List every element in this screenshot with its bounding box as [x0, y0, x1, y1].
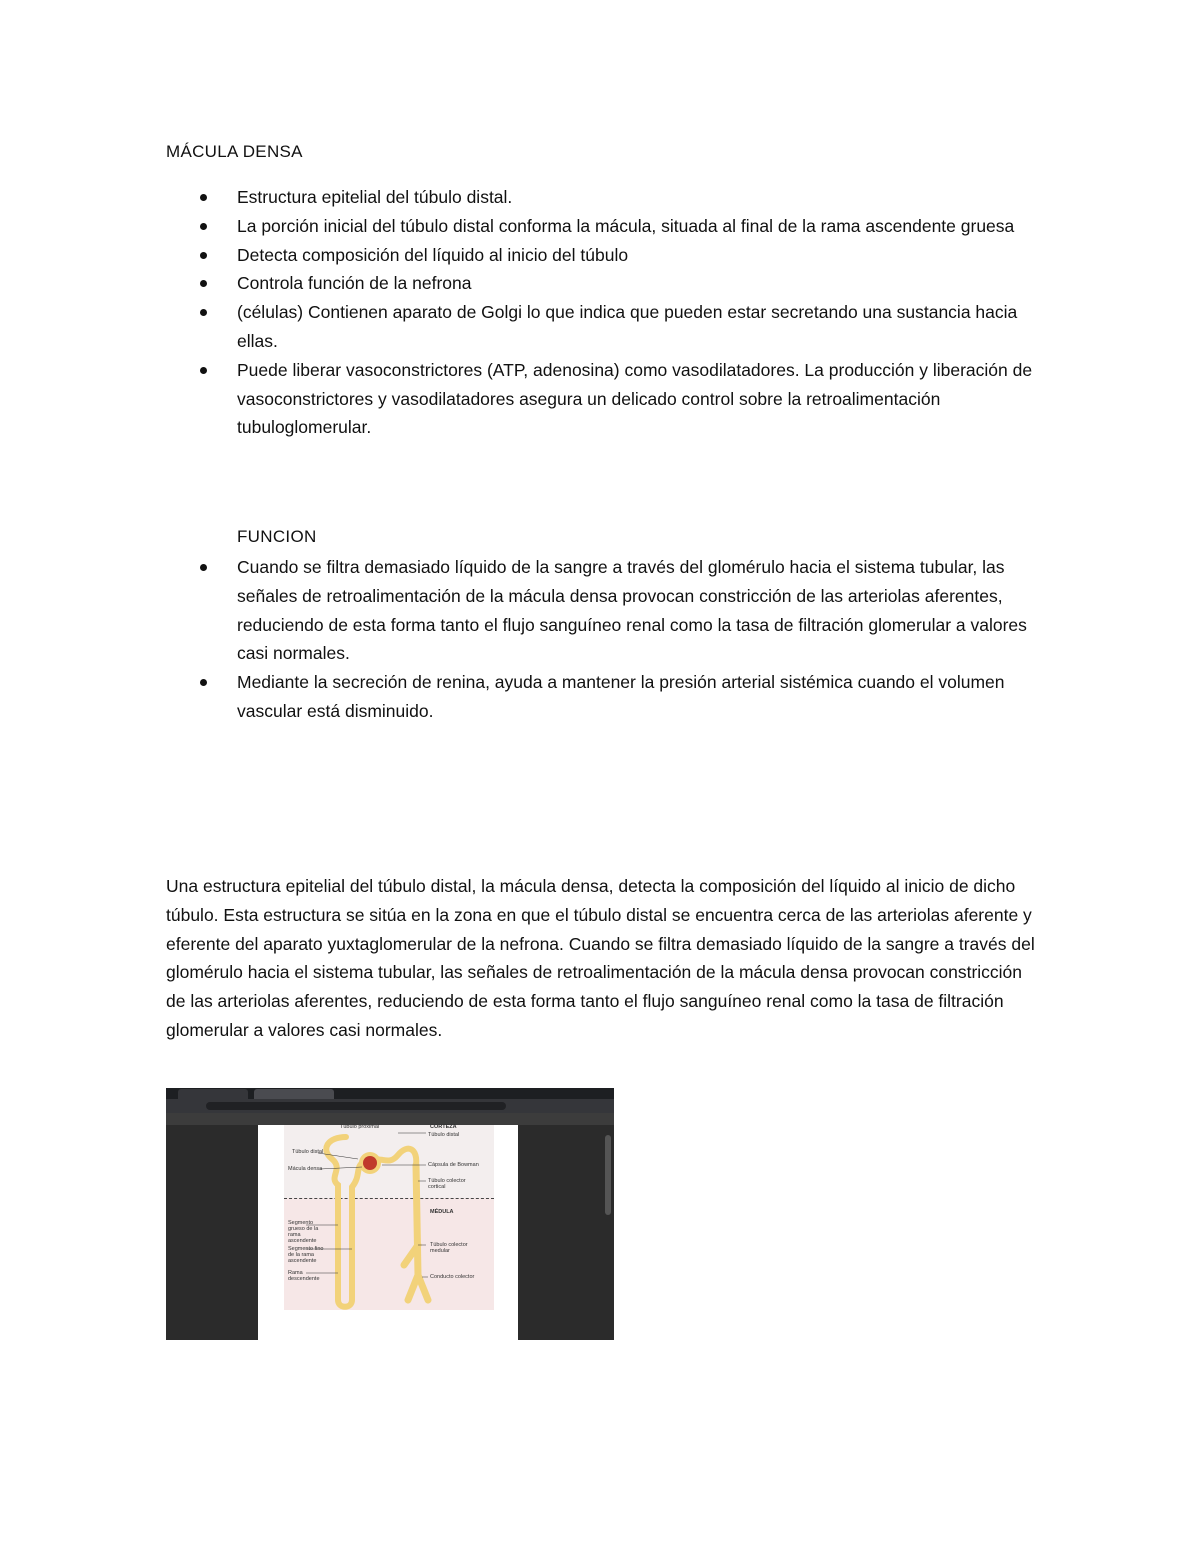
list-item-text: (células) Contienen aparato de Golgi lo que indica que pueden estar secretando una sustancia hacia ellas. [237, 302, 1018, 351]
label-medulla: MÉDULA [430, 1209, 454, 1215]
list-item [166, 668, 1046, 726]
leader-line [318, 1153, 358, 1159]
list-item [166, 183, 1046, 212]
label-proximal: Túbulo proximal [340, 1124, 380, 1130]
label-distal-right: Túbulo distal [428, 1132, 460, 1138]
url-field [206, 1102, 506, 1110]
bullet-icon [200, 194, 207, 201]
loop-of-henle-shape [338, 1185, 352, 1307]
browser-address-bar [166, 1099, 614, 1113]
browser-tab [178, 1089, 248, 1099]
pdf-scrollbar [602, 1125, 614, 1340]
label-thick-ascending: Segmento grueso de la rama ascendente [288, 1220, 319, 1244]
label-medullary-collecting: Túbulo colector medular [430, 1242, 468, 1254]
browser-tab-bar [166, 1088, 614, 1099]
bullet-icon [200, 564, 207, 571]
list-item-text: Puede liberar vasoconstrictores (ATP, adenosina) como vasodilatadores. La producción y liberación de vasoconstrictores y vasodilatadores asegura un delicado control sobre la retroalimentación tubuloglomerular. [237, 359, 1033, 438]
label-collecting-duct: Conducto colector [430, 1274, 475, 1280]
bullet-icon [200, 252, 207, 259]
list-item [166, 241, 1046, 270]
label-cortical-collecting: Túbulo colector cortical [428, 1178, 466, 1190]
label-thin-ascending: Segmento fino de la rama ascendente [288, 1246, 324, 1264]
pdf-toolbar [166, 1113, 614, 1125]
list-item-text: Controla función de la nefrona [237, 273, 472, 294]
function-heading: FUNCION [237, 527, 317, 546]
label-bowman: Cápsula de Bowman [428, 1162, 479, 1168]
bullet-icon [200, 280, 207, 287]
scrollbar-thumb [605, 1135, 611, 1215]
bullet-list-function [166, 553, 1046, 726]
collecting-duct-shape [404, 1165, 428, 1300]
list-item [166, 298, 1046, 356]
summary-paragraph: Una estructura epitelial del túbulo distal, la mácula densa, detecta la composición del líquido al inicio de dicho túbulo. Esta estructura se sitúa en la zona en que el túbulo distal se encuentra cerca de las arteriolas aferente y eferente del aparato yuxtaglomerular de la nefrona. Cuando se filtra demasiado líquido de la sangre a través del glomérulo hacia el sistema tubular, las señales de retroalimentación de la mácula densa provocan constricción de las arteriolas aferentes, reduciendo de esta forma tanto el flujo sanguíneo renal como la tasa de filtración glomerular a valores casi normales. [166, 876, 1035, 1040]
pdf-page [258, 1125, 518, 1340]
list-item-text: Cuando se filtra demasiado líquido de la sangre a través del glomérulo hacia el sistema tubular, las señales de retroalimentación de la mácula densa provocan constricción de las arteriolas aferentes, reduciendo de esta forma tanto el flujo sanguíneo renal como la tasa de filtración glomerular a valores casi normales. [237, 557, 1027, 664]
browser-tab-active [254, 1089, 334, 1099]
bullet-icon [200, 309, 207, 316]
section-heading: MÁCULA DENSA [166, 142, 303, 161]
embedded-screenshot [166, 1088, 614, 1340]
list-item-text: La porción inicial del túbulo distal conforma la mácula, situada al final de la rama ascendente gruesa [237, 215, 1015, 236]
label-distal: Túbulo distal [292, 1149, 324, 1155]
list-item [166, 553, 1046, 668]
list-item-text: Detecta composición del líquido al inicio del túbulo [237, 244, 629, 265]
bullet-icon [200, 223, 207, 230]
list-item-text: Mediante la secreción de renina, ayuda a mantener la presión arterial sistémica cuando el volumen vascular está disminuido. [237, 672, 1005, 721]
bullet-list-characteristics [166, 183, 1046, 442]
list-item [166, 356, 1046, 442]
label-cortex: CORTEZA [430, 1124, 457, 1130]
label-descending: Rama descendente [288, 1270, 320, 1282]
label-macula: Mácula densa [288, 1166, 323, 1172]
list-item-text: Estructura epitelial del túbulo distal. [237, 187, 513, 207]
list-item [166, 269, 1046, 298]
list-item [166, 212, 1046, 241]
glomerulus-shape [363, 1156, 377, 1170]
bullet-icon [200, 367, 207, 374]
bullet-icon [200, 679, 207, 686]
